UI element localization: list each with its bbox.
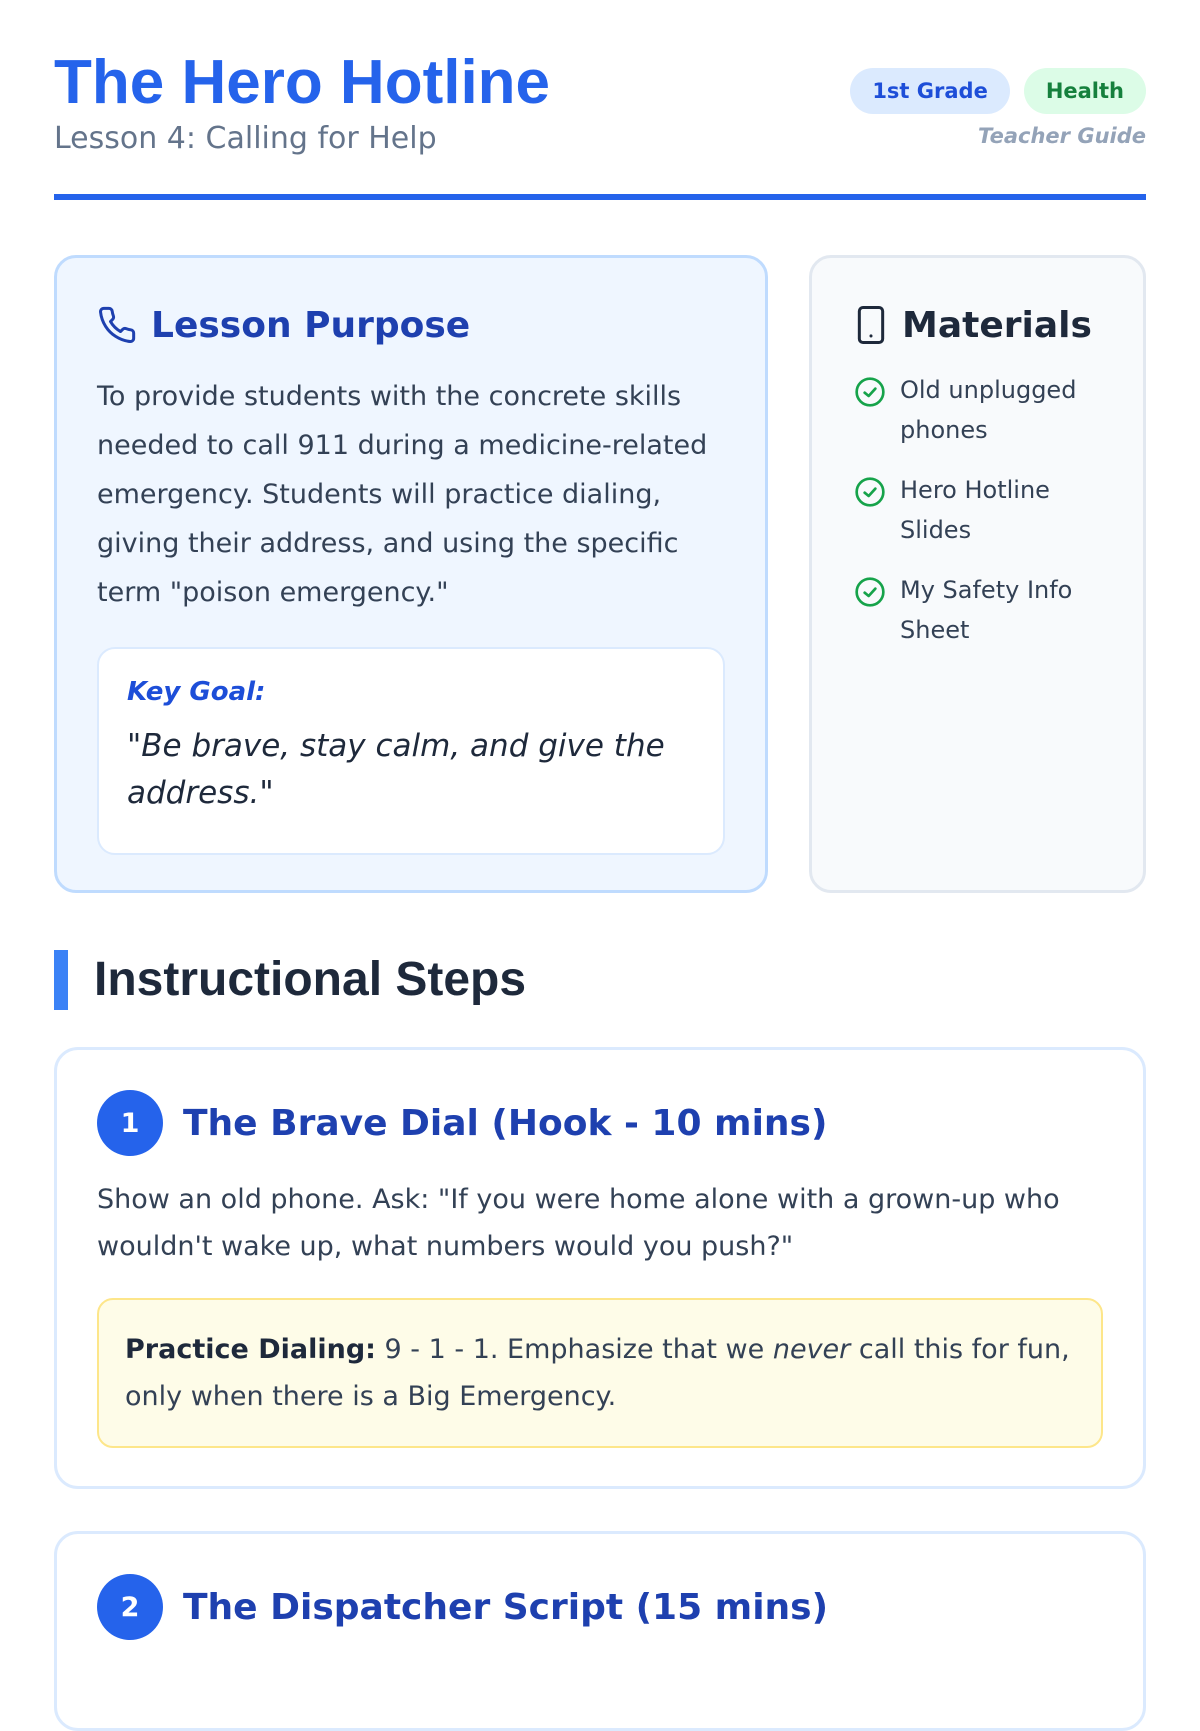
materials-item-label: Old unplugged phones [900, 376, 1077, 444]
lesson-purpose-heading [97, 300, 725, 350]
step-card [54, 1047, 1146, 1489]
step-title: The Dispatcher Script (15 mins) [183, 1586, 829, 1628]
materials-item-label: Hero Hotline Slides [900, 476, 1050, 544]
instructional-steps-heading: Instructional Steps [54, 950, 526, 1010]
materials-list [854, 370, 1143, 650]
practice-note-label: Practice Dialing: [125, 1334, 376, 1365]
materials-item-label: My Safety Info Sheet [900, 576, 1073, 644]
subject-badge: Health [1024, 68, 1146, 114]
key-goal-quote: "Be brave, stay calm, and give the address." [127, 728, 665, 811]
smartphone-icon [854, 305, 888, 345]
teacher-guide-label: Teacher Guide [978, 124, 1146, 148]
lesson-title: The Hero Hotline [54, 48, 551, 117]
step-number-badge: 2 [97, 1574, 163, 1640]
overview-row [54, 255, 1146, 895]
materials-item [854, 470, 1143, 550]
tag-list [850, 68, 1146, 114]
step-card [54, 1531, 1146, 1731]
phone-icon [97, 305, 137, 345]
lesson-subtitle: Lesson 4: Calling for Help [54, 121, 437, 156]
step-text: Show an old phone. Ask: "If you were home alone with a grown-up who wouldn't wake up, what numbers would you push?" [97, 1184, 1060, 1262]
step-number-badge: 1 [97, 1090, 163, 1156]
practice-note [97, 1298, 1103, 1448]
check-circle-icon [854, 376, 886, 408]
practice-note-text: 9 - 1 - 1. Emphasize that we [375, 1334, 773, 1365]
practice-note-text-end: call this for fun, only when there is a Big Emergency. [125, 1334, 1070, 1412]
lesson-purpose-title: Lesson Purpose [151, 304, 471, 346]
materials-item [854, 370, 1143, 450]
practice-note-emphasis: never [772, 1334, 851, 1365]
materials-heading [854, 300, 1143, 350]
check-circle-icon [854, 476, 886, 508]
key-goal-box [97, 647, 725, 855]
grade-badge: 1st Grade [850, 68, 1010, 114]
lesson-purpose-card [54, 255, 768, 893]
lesson-purpose-text: To provide students with the concrete skills needed to call 911 during a medicine-related emergency. Students will practice dialing, giving their address, and using the specific term "poison emergency." [97, 381, 708, 608]
materials-item [854, 570, 1143, 650]
materials-card [809, 255, 1146, 893]
check-circle-icon [854, 576, 886, 608]
lesson-header [54, 0, 1146, 200]
step-header [97, 1090, 1103, 1156]
key-goal-label: Key Goal: [127, 677, 266, 707]
step-title: The Brave Dial (Hook - 10 mins) [183, 1102, 828, 1144]
materials-title: Materials [902, 304, 1092, 346]
step-header [97, 1574, 1103, 1640]
